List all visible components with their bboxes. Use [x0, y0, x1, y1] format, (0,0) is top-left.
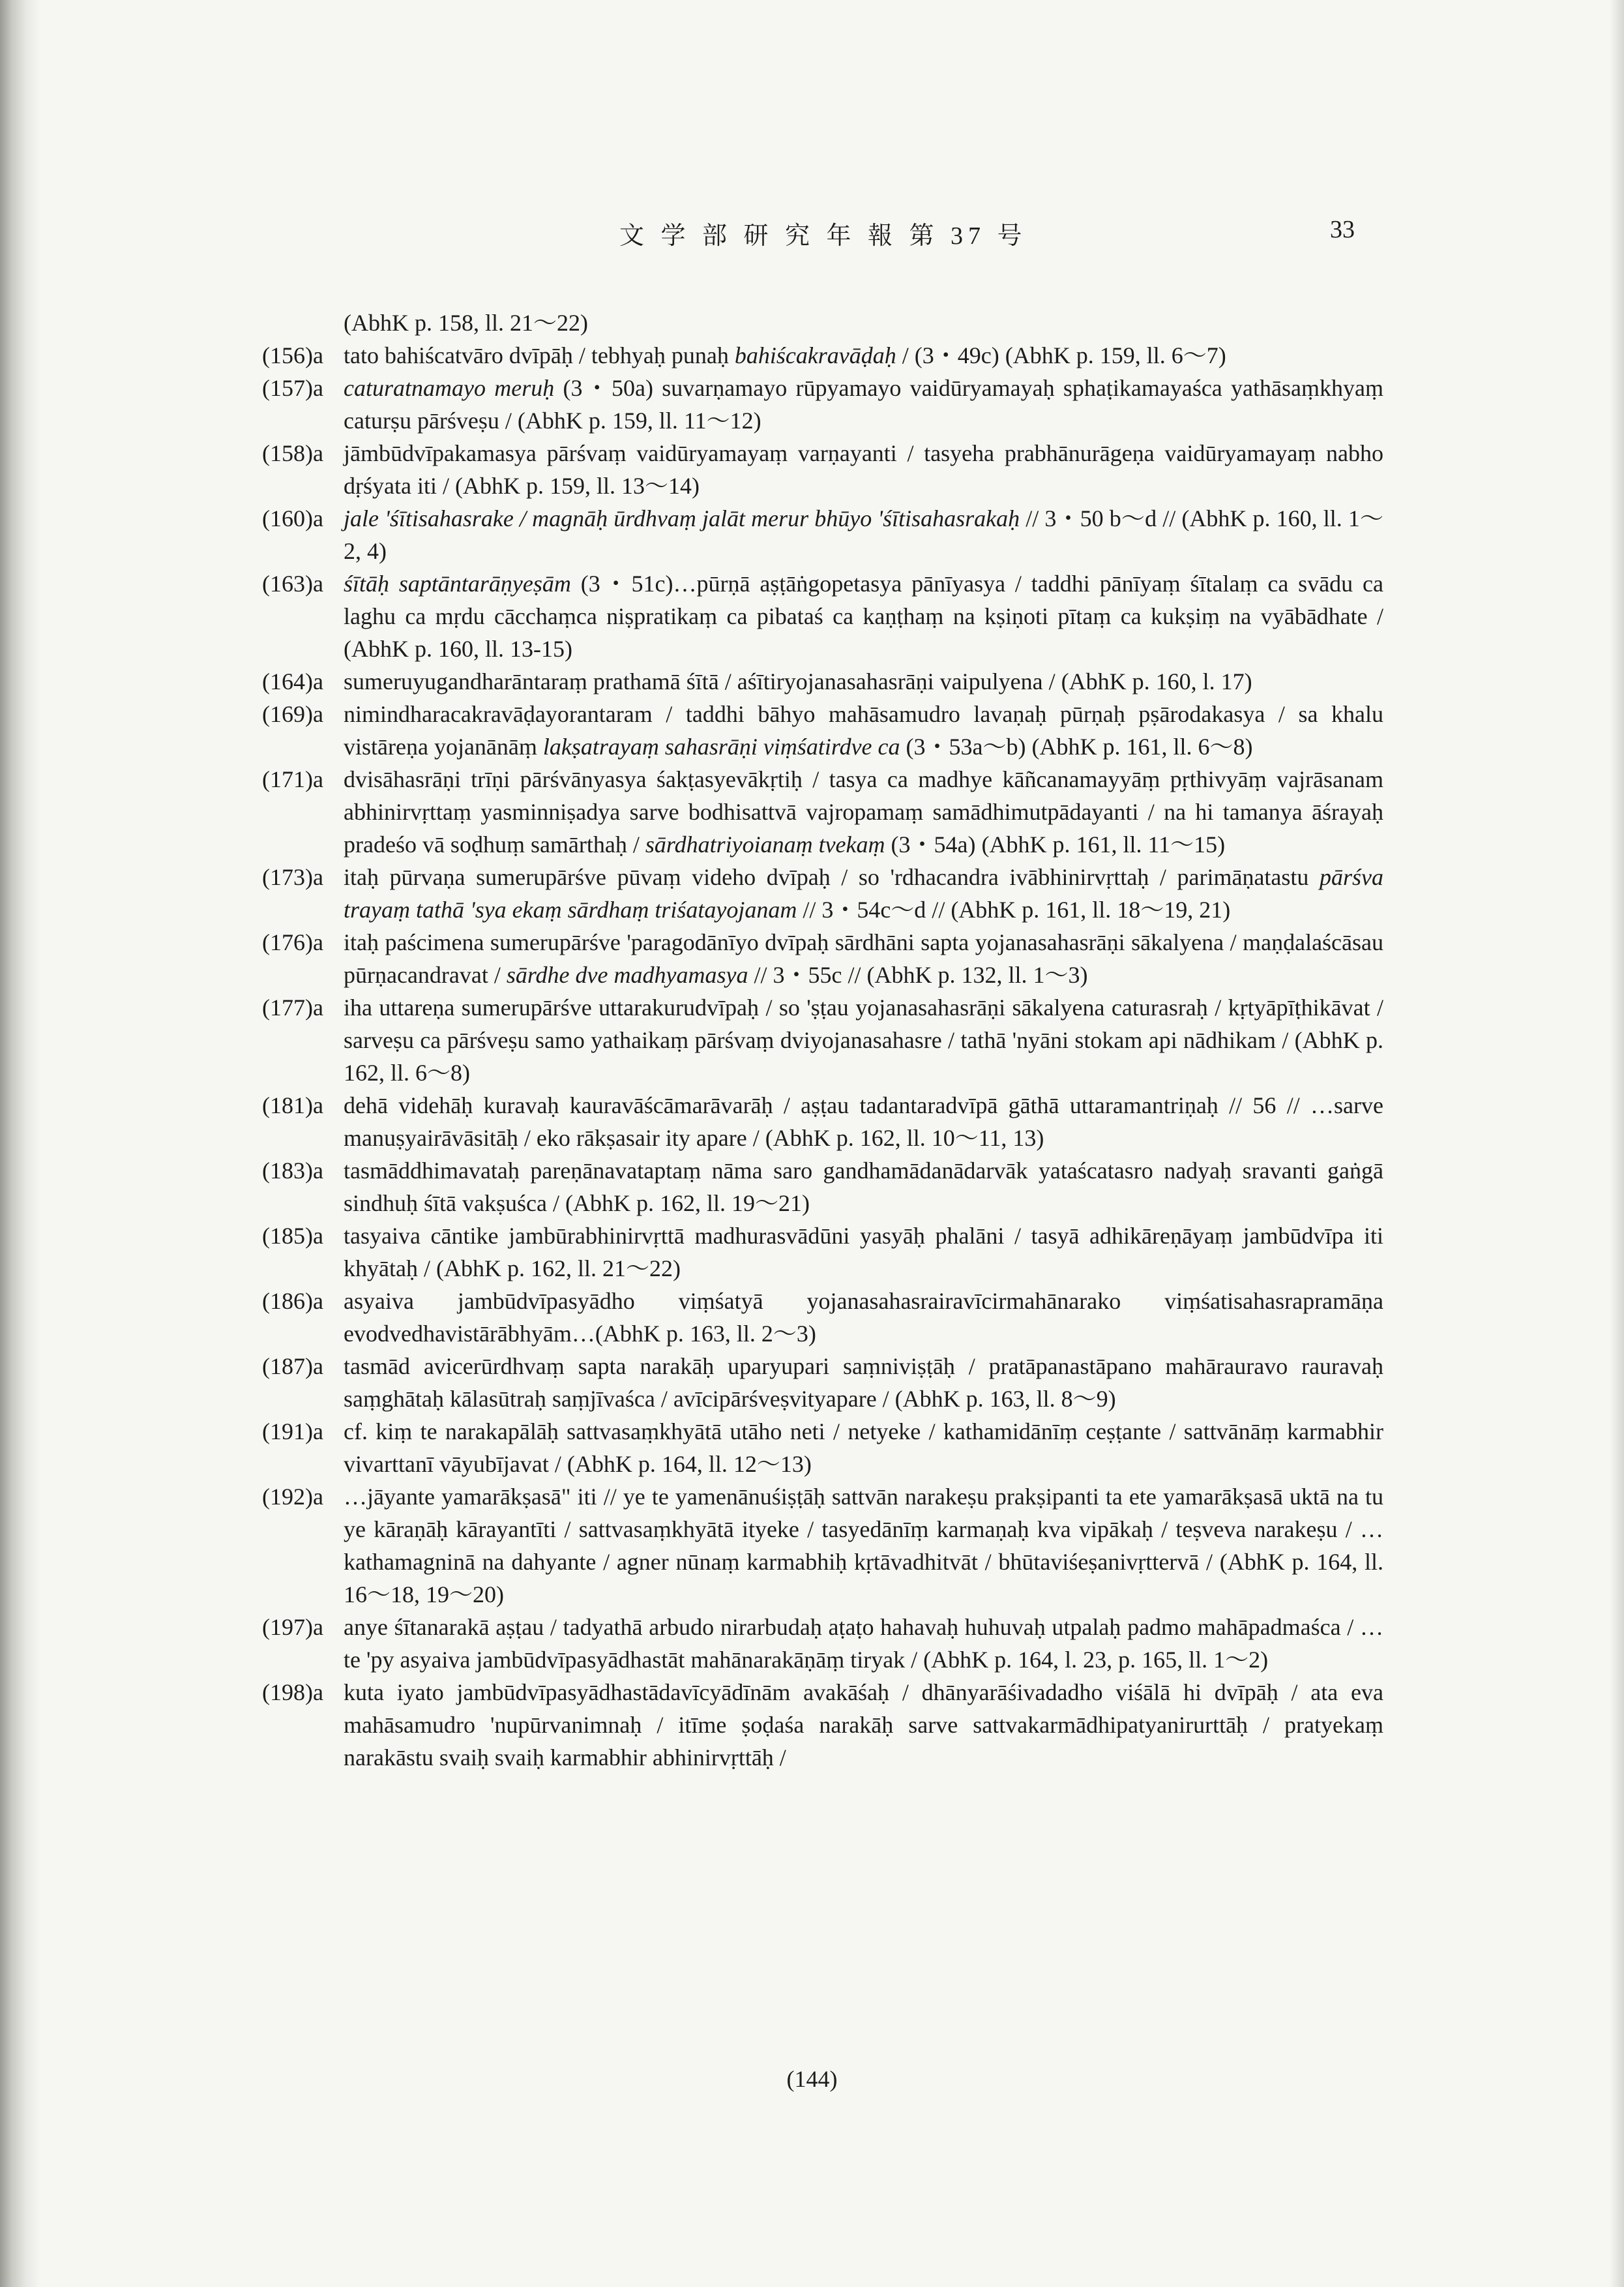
- footnote-label: (197)a: [262, 1614, 323, 1640]
- footnote-text: [344, 502, 1383, 567]
- text-segment: // 3・55c // (AbhK p. 132, ll. 1～3): [748, 962, 1088, 988]
- text-segment: (3・51c)…pūrṇā aṣṭāṅgopetasya pānīyasya / taddhi pānīyaṃ śītalaṃ ca svādu ca laghu ca mṛdu cācchaṃca niṣpratikaṃ ca pibataś ca kaṇṭhaṃ na kṣiṇoti pītaṃ ca kukṣiṃ na vyābādhate / (AbhK p. 160, ll. 13-15): [344, 571, 1383, 662]
- footnote-text: [344, 763, 1383, 861]
- text-segment: tato bahiścatvāro dvīpāḥ / tebhyaḥ punaḥ: [344, 342, 735, 368]
- text-segment: tasmād avicerūrdhvaṃ sapta narakāḥ uparyupari saṃniviṣṭāḥ / pratāpanastāpano mahārauravo rauravaḥ saṃghātaḥ kālasūtraḥ saṃjīvaśca / avīcipārśveṣvityapare / (AbhK p. 163, ll. 8～9): [344, 1353, 1383, 1412]
- text-segment: jāmbūdvīpakamasya pārśvaṃ vaidūryamayaṃ varṇayanti / tasyeha prabhānurāgeṇa vaidūryamayaṃ nabho dṛśyata iti / (AbhK p. 159, ll. 13～14): [344, 440, 1383, 499]
- footnote-label: (185)a: [262, 1223, 323, 1249]
- footnote-text: [344, 926, 1383, 991]
- footnote-text: [344, 372, 1383, 437]
- footnote-label: (186)a: [262, 1288, 323, 1314]
- footnote-label: (158)a: [262, 440, 323, 466]
- footnote-entry: [262, 698, 1383, 763]
- footnote-entry: [262, 1089, 1383, 1154]
- footnote-text: [344, 861, 1383, 926]
- footnote-entry: [262, 1350, 1383, 1415]
- footnote-label: (198)a: [262, 1679, 323, 1705]
- footnote-text: [344, 1676, 1383, 1774]
- text-segment: // 3・50 b～d // (AbhK p. 160, ll. 1～2, 4): [344, 505, 1384, 564]
- text-segment: kuta iyato jambūdvīpasyādhastādavīcyādīnām avakāśaḥ / dhānyarāśivadadho viśālā hi dvīpāḥ / ata eva mahāsamudro 'nupūrvanimnaḥ / itīme ṣoḍaśa narakāḥ sarve sattvakarmādhipatyanirurttāḥ / pratyekaṃ narakāstu svaiḥ svaiḥ karmabhir abhinirvṛttāḥ /: [344, 1679, 1383, 1771]
- footnote-text: [344, 1350, 1383, 1415]
- text-segment: (3・54a) (AbhK p. 161, ll. 11～15): [885, 831, 1226, 858]
- text-segment: cf. kiṃ te narakapālāḥ sattvasaṃkhyātā utāho neti / netyeke / kathamidānīṃ ceṣṭante / sattvānāṃ karmabhir vivarttanī vāyubījavat / (AbhK p. 164, ll. 12～13): [344, 1418, 1383, 1477]
- text-segment: (3・53a～b) (AbhK p. 161, ll. 6～8): [900, 734, 1253, 760]
- text-segment: / (3・49c) (AbhK p. 159, ll. 6～7): [896, 342, 1226, 368]
- text-segment: dvisāhasrāṇi trīṇi pārśvānyasya śakṭasyevākṛtiḥ / tasya ca madhye kāñcanamayyāṃ pṛthivyāṃ vajrāsanam abhinirvṛttaṃ yasminniṣadya sarve bodhisattvā vajropamaṃ samādhimutpādayanti / na hi tamanya āśrayaḥ pradeśo vā soḍhuṃ samārthaḥ /: [344, 766, 1383, 858]
- italic-verse-quote: lakṣatrayaṃ sahasrāṇi viṃśatirdve ca: [542, 734, 900, 760]
- footnote-text: [344, 665, 1383, 698]
- text-segment: nimindharacakravāḍayorantaram / taddhi bāhyo mahāsamudro lavaṇaḥ pūrṇaḥ pṣārodakasya / sa khalu vistāreṇa yojanānāṃ: [344, 701, 1383, 760]
- italic-verse-quote: caturatnamayo meruḥ: [344, 375, 555, 401]
- footnote-label: (173)a: [262, 864, 323, 890]
- page-footer-number: (144): [786, 2066, 838, 2092]
- text-segment: asyaiva jambūdvīpasyādho viṃśatyā yojanasahasrairavīcirmahānarako viṃśatisahasrapramāṇa evodvedhavistārābhyām…(AbhK p. 163, ll. 2～3): [344, 1288, 1383, 1347]
- italic-verse-quote: bahiścakravāḍaḥ: [734, 342, 896, 368]
- footnote-label: (183)a: [262, 1158, 323, 1184]
- footnote-label: (181)a: [262, 1092, 323, 1118]
- footnote-entry: [262, 1154, 1383, 1219]
- footnote-entry: [262, 372, 1383, 437]
- text-segment: …jāyante yamarākṣasā" iti // ye te yamenānuśiṣṭāḥ sattvān narakeṣu prakṣipanti ta ete yamarākṣasā uktā na tu ye kāraṇāḥ kārayantīti / sattvasaṃkhyātā ityeke / tasyedānīṃ karmaṇaḥ kva vipākaḥ / teṣveva narakeṣu / …kathamagninā na dahyante / agner nūnaṃ karmabhiḥ kṛtāvadhitvāt / bhūtaviśeṣanivṛttervā / (AbhK p. 164, ll. 16～18, 19～20): [344, 1484, 1383, 1607]
- footnote-entry: [262, 1611, 1383, 1676]
- footnote-entry: [262, 991, 1383, 1089]
- footnote-text: [344, 991, 1383, 1089]
- footnote-label: (191)a: [262, 1418, 323, 1444]
- running-header: [0, 215, 1624, 261]
- footnote-text: [344, 1219, 1383, 1285]
- text-segment: dehā videhāḥ kuravaḥ kauravāścāmarāvarāḥ / aṣṭau tadantaradvīpā gāthā uttaramantriṇaḥ // 56 // …sarve manuṣyairāvāsitāḥ / eko rākṣasair ity apare / (AbhK p. 162, ll. 10～11, 13): [344, 1092, 1383, 1151]
- footnote-entry: [262, 1676, 1383, 1774]
- footnote-text: [344, 1285, 1383, 1350]
- text-segment: anye śītanarakā aṣṭau / tadyathā arbudo nirarbudaḥ aṭaṭo hahavaḥ huhuvaḥ utpalaḥ padmo mahāpadmaśca / …te 'py asyaiva jambūdvīpasyādhastāt mahānarakāṇāṃ tiryak / (AbhK p. 164, l. 23, p. 165, ll. 1～2): [344, 1614, 1383, 1673]
- footnote-label: (187)a: [262, 1353, 323, 1379]
- text-segment: sumeruyugandharāntaraṃ prathamā śītā / aśītiryojanasahasrāṇi vaipulyena / (AbhK p. 160, l. 17): [344, 668, 1252, 695]
- footnote-text: [344, 437, 1383, 502]
- footnote-entry: [262, 861, 1383, 926]
- footnote-label: (156)a: [262, 342, 323, 368]
- text-segment: itaḥ paścimena sumerupārśve 'paragodānīyo dvīpaḥ sārdhāni sapta yojanasahasrāṇi sākalyena / maṇḍalaścāsau pūrṇacandravat /: [344, 929, 1383, 988]
- text-segment: (3・50a) suvarṇamayo rūpyamayo vaidūryamayaḥ sphaṭikamayaśca yathāsaṃkhyaṃ caturṣu pārśveṣu / (AbhK p. 159, ll. 11～12): [344, 375, 1383, 434]
- italic-verse-quote: pārśva trayaṃ tathā 'sya ekaṃ sārdhaṃ triśatayojanam: [344, 864, 1383, 923]
- footnote-text: [344, 698, 1383, 763]
- italic-verse-quote: sārdhe dve madhyamasya: [506, 962, 748, 988]
- footnote-label: (160)a: [262, 505, 323, 531]
- footnote-text: [344, 1611, 1383, 1676]
- footnote-label: (192)a: [262, 1484, 323, 1510]
- text-segment: // 3・54c～d // (AbhK p. 161, ll. 18～19, 21): [797, 897, 1231, 923]
- footnote-text: [344, 1480, 1383, 1611]
- scan-binding-shadow: [0, 0, 40, 2287]
- journal-title: 文 学 部 研 究 年 報 第 37 号: [619, 222, 1027, 250]
- italic-verse-quote: śītāḥ saptāntarāṇyeṣām: [344, 571, 571, 597]
- footnote-label: (177)a: [262, 994, 323, 1021]
- text-segment: iha uttareṇa sumerupārśve uttarakurudvīpaḥ / so 'ṣṭau yojanasahasrāṇi sākalyena caturasraḥ / kṛtyāpīṭhikāvat / sarveṣu ca pārśveṣu samo yathaikaṃ pārśvaṃ dviyojanasahasre / tathā 'nyāni stokam api nādhikam / (AbhK p. 162, ll. 6～8): [344, 994, 1383, 1086]
- footnote-label: (176)a: [262, 929, 323, 955]
- footnote-text: [344, 1154, 1383, 1219]
- footnote-label: (169)a: [262, 701, 323, 727]
- footnote-entry: [262, 502, 1383, 567]
- footnote-text: [344, 1089, 1383, 1154]
- footnote-entry: [262, 306, 1383, 339]
- footnote-text: [344, 567, 1383, 665]
- scan-edge-shadow: [1610, 0, 1624, 2287]
- footnote-label: (163)a: [262, 571, 323, 597]
- footnote-entry: [262, 926, 1383, 991]
- text-segment: tasmāddhimavataḥ pareṇānavataptaṃ nāma saro gandhamādanādarvāk yataścatasro nadyaḥ sravanti gaṅgā sindhuḥ śītā vakṣuśca / (AbhK p. 162, ll. 19～21): [344, 1158, 1383, 1216]
- footnote-entry: [262, 1219, 1383, 1285]
- footnote-entry: [262, 339, 1383, 372]
- footnote-entry: [262, 1285, 1383, 1350]
- text-segment: tasyaiva cāntike jambūrabhinirvṛttā madhurasvādūni yasyāḥ phalāni / tasyā adhikāreṇāyaṃ jambūdvīpa iti khyātaḥ / (AbhK p. 162, ll. 21～22): [344, 1223, 1383, 1281]
- italic-verse-quote: sārdhatriyoianaṃ tvekaṃ: [645, 831, 885, 858]
- footnote-list: [262, 306, 1383, 1774]
- footnote-text: [344, 1415, 1383, 1480]
- footnote-label: (171)a: [262, 766, 323, 792]
- text-segment: itaḥ pūrvaṇa sumerupārśve pūvaṃ videho dvīpaḥ / so 'rdhacandra ivābhinirvṛttaḥ / parimāṇatastu: [344, 864, 1320, 890]
- page-number: 33: [1330, 216, 1355, 243]
- footnote-entry: [262, 763, 1383, 861]
- footnote-entry: [262, 567, 1383, 665]
- footnote-entry: [262, 1415, 1383, 1480]
- italic-verse-quote: jale 'śītisahasrake / magnāḥ ūrdhvaṃ jalāt merur bhūyo 'śītisahasrakaḥ: [344, 505, 1020, 531]
- footnote-text: [344, 339, 1383, 372]
- footnote-entry: [262, 437, 1383, 502]
- footnote-label: (164)a: [262, 668, 323, 695]
- footnote-entry: [262, 1480, 1383, 1611]
- footnote-text: [344, 306, 1383, 339]
- footnote-label: (157)a: [262, 375, 323, 401]
- footnote-entry: [262, 665, 1383, 698]
- text-segment: (AbhK p. 158, ll. 21～22): [344, 310, 588, 336]
